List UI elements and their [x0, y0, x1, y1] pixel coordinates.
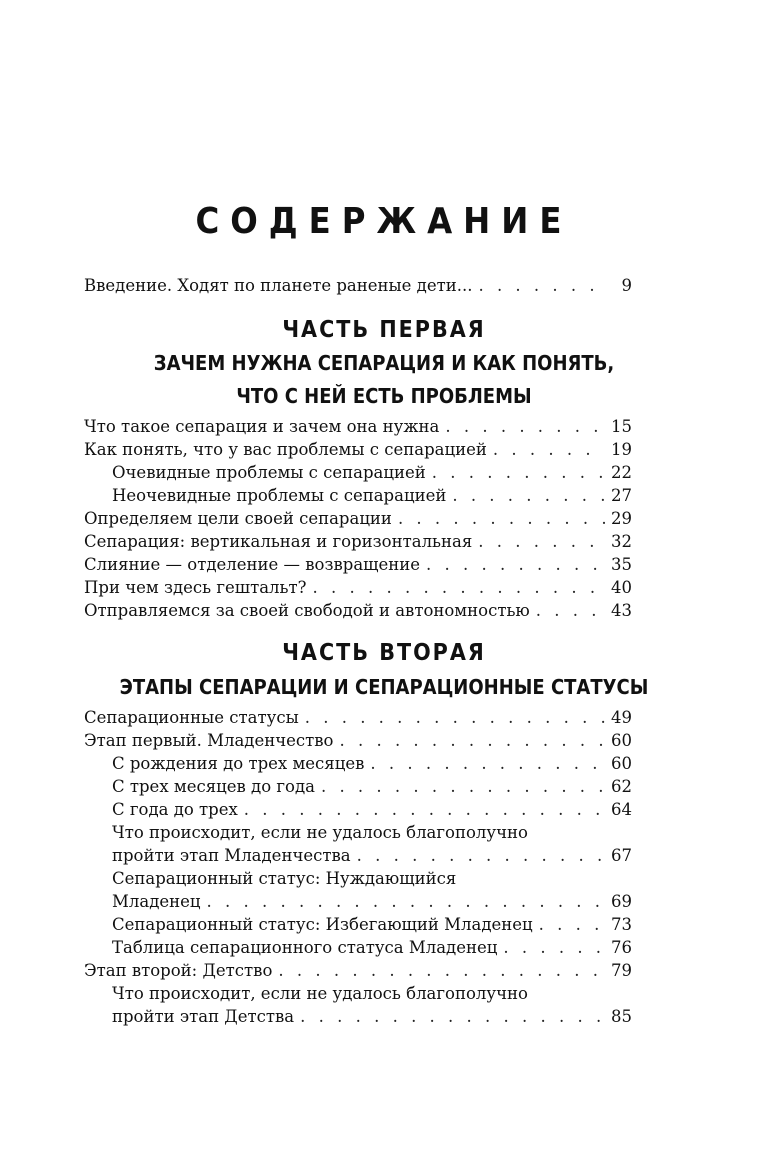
dot-leader: [300, 1005, 605, 1028]
toc-entry-page: 19: [611, 440, 632, 459]
toc-entry-page: 9: [621, 276, 632, 295]
toc-entry-label: пройти этап Младенчества: [112, 846, 351, 865]
toc-intro: [84, 274, 632, 297]
toc-entry-intro: [84, 274, 632, 297]
dot-leader: [313, 576, 606, 599]
page-title: СОДЕРЖАНИЕ: [195, 201, 573, 242]
toc-entry-page: 73: [611, 915, 632, 934]
part1-title-line1: ЗАЧЕМ НУЖНА СЕПАРАЦИЯ И КАК ПОНЯТЬ,: [153, 351, 615, 375]
toc-entry-page: 64: [611, 800, 632, 819]
dot-leader: [493, 438, 605, 461]
part2-number: ЧАСТЬ ВТОРАЯ: [282, 640, 486, 666]
toc-subentry: [84, 798, 632, 821]
toc-entry-label: Неочевидные проблемы с сепарацией: [112, 486, 447, 505]
toc-entry-label: Отправляемся за своей свободой и автономностью: [84, 601, 530, 620]
toc-entry-page: 69: [611, 892, 632, 911]
toc-entry-label: Сепарационные статусы: [84, 708, 299, 727]
toc-entry: [84, 706, 632, 729]
toc-entry-page: 76: [611, 938, 632, 957]
toc-entry-label: Как понять, что у вас проблемы с сепарацией: [84, 440, 487, 459]
toc-subentry: [84, 936, 632, 959]
dot-leader: [478, 530, 605, 553]
dot-leader: [503, 936, 605, 959]
part1-number: ЧАСТЬ ПЕРВАЯ: [282, 317, 486, 343]
toc-subentry: [84, 461, 632, 484]
toc-subentry: [84, 890, 632, 913]
toc-entry: [84, 729, 632, 752]
toc-entry-label: Что такое сепарация и зачем она нужна: [84, 417, 440, 436]
toc-entry-label: С рождения до трех месяцев: [112, 754, 365, 773]
toc-subentry: [84, 844, 632, 867]
toc-entry: [84, 438, 632, 461]
toc-entry-page: 29: [611, 509, 632, 528]
dot-leader: [339, 729, 605, 752]
toc-entry-page: 62: [611, 777, 632, 796]
dot-leader: [452, 484, 605, 507]
dot-leader: [539, 913, 605, 936]
toc-entry-page: 60: [611, 754, 632, 773]
toc-entry-label: Очевидные проблемы с сепарацией: [112, 463, 426, 482]
toc-entry-label: Определяем цели своей сепарации: [84, 509, 392, 528]
toc-entry: [84, 530, 632, 553]
toc-entry-page: 79: [611, 961, 632, 980]
toc-entry: [84, 507, 632, 530]
toc-entry-page: 27: [611, 486, 632, 505]
toc-subentry-line1: Что происходит, если не удалось благополучно: [112, 984, 528, 1003]
toc-entry-label: Сепарация: вертикальная и горизонтальная: [84, 532, 473, 551]
toc-subentry: [84, 484, 632, 507]
dot-leader: [207, 890, 605, 913]
toc-subentry-line1: Сепарационный статус: Нуждающийся: [112, 869, 457, 888]
toc-entry: [84, 599, 632, 622]
toc-subentry-line1: Что происходит, если не удалось благополучно: [112, 823, 528, 842]
toc-entry-label: Введение. Ходят по планете раненые дети...: [84, 276, 473, 295]
dot-leader: [278, 959, 605, 982]
toc-entry-label: С трех месяцев до года: [112, 777, 315, 796]
toc-subentry: [84, 752, 632, 775]
toc-entry: [84, 959, 632, 982]
toc-subentry: [84, 913, 632, 936]
toc-entry: [84, 576, 632, 599]
dot-leader: [305, 706, 605, 729]
toc-subentry: [84, 775, 632, 798]
dot-leader: [244, 798, 605, 821]
toc-entry-page: 22: [611, 463, 632, 482]
toc-entry-label: Младенец: [112, 892, 201, 911]
toc-entry-label: Этап второй: Детство: [84, 961, 273, 980]
toc-entry: [84, 415, 632, 438]
dot-leader: [536, 599, 605, 622]
toc-entry-label: С года до трех: [112, 800, 238, 819]
toc-entry-page: 15: [611, 417, 632, 436]
part2-toc-list: [84, 706, 632, 1028]
dot-leader: [432, 461, 605, 484]
toc-entry-page: 85: [611, 1007, 632, 1026]
dot-leader: [357, 844, 605, 867]
toc-entry-label: Сепарационный статус: Избегающий Младенец: [112, 915, 533, 934]
toc-entry-page: 43: [611, 601, 632, 620]
toc-entry-page: 40: [611, 578, 632, 597]
part1-title-line2: ЧТО С НЕЙ ЕСТЬ ПРОБЛЕМЫ: [236, 384, 532, 408]
toc-entry-page: 35: [611, 555, 632, 574]
toc-entry-label: Слияние — отделение — возвращение: [84, 555, 421, 574]
toc-entry-label: пройти этап Детства: [112, 1007, 295, 1026]
toc-subentry: [84, 1005, 632, 1028]
dot-leader: [478, 274, 606, 297]
dot-leader: [321, 775, 605, 798]
dot-leader: [398, 507, 605, 530]
toc-entry-page: 32: [611, 532, 632, 551]
toc-entry-page: 67: [611, 846, 632, 865]
toc-entry-label: При чем здесь гештальт?: [84, 578, 307, 597]
dot-leader: [426, 553, 605, 576]
part1-toc-list: [84, 415, 632, 622]
toc-entry-page: 60: [611, 731, 632, 750]
toc-entry-page: 49: [611, 708, 632, 727]
part2-title-line1: ЭТАПЫ СЕПАРАЦИИ И СЕПАРАЦИОННЫЕ СТАТУСЫ: [119, 675, 649, 699]
toc-entry-label: Этап первый. Младенчество: [84, 731, 334, 750]
toc-entry-label: Таблица сепарационного статуса Младенец: [112, 938, 498, 957]
dot-leader: [445, 415, 605, 438]
dot-leader: [370, 752, 605, 775]
toc-entry: [84, 553, 632, 576]
